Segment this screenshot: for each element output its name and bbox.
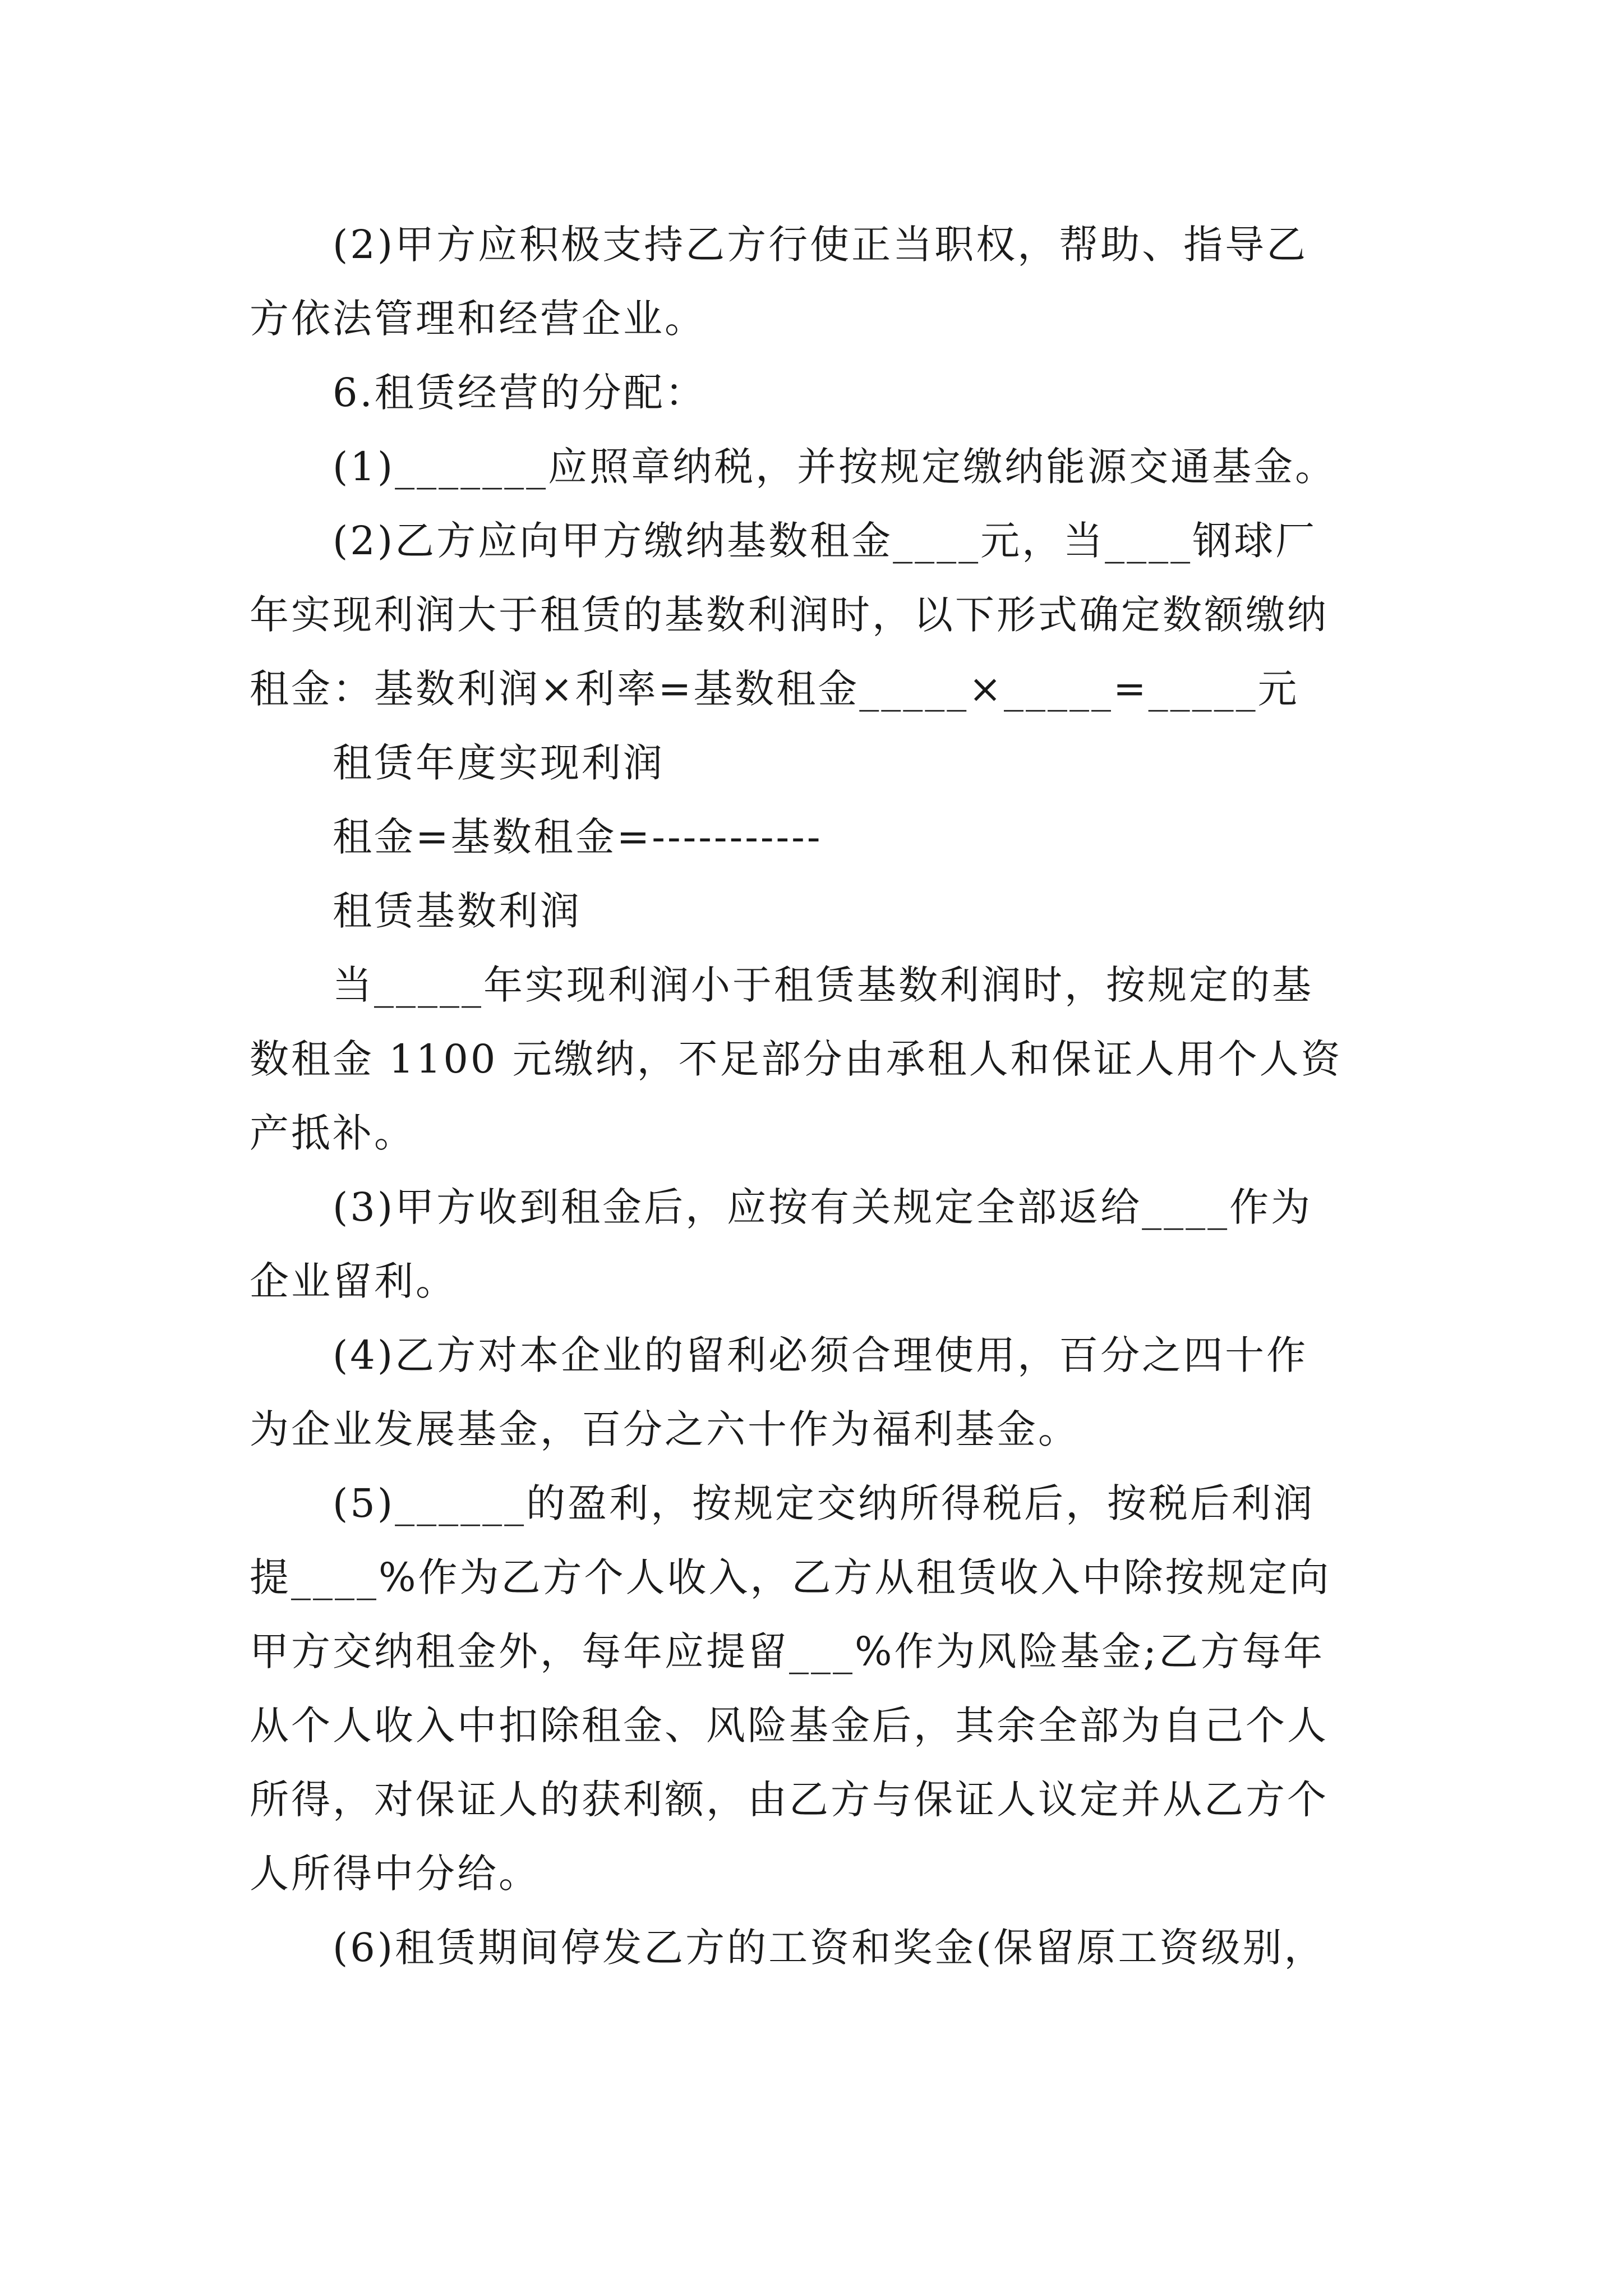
text-line: (2)乙方应向甲方缴纳基数租金____元，当____钢球厂	[333, 518, 1317, 564]
text-line: 人所得中分给。	[250, 1851, 540, 1897]
text-line: (5)______的盈利，按规定交纳所得税后，按税后利润	[333, 1480, 1315, 1526]
text-line: 甲方交纳租金外，每年应提留___%作为风险基金;乙方每年	[250, 1628, 1325, 1674]
text-line: 租金=基数租金=-----------	[333, 814, 823, 860]
text-line: 租赁年度实现利润	[333, 740, 665, 786]
text-line: (1)_______应照章纳税，并按规定缴纳能源交通基金。	[333, 444, 1337, 490]
text-line: (4)乙方对本企业的留利必须合理使用，百分之四十作	[333, 1332, 1308, 1378]
text-line: 所得，对保证人的获利额，由乙方与保证人议定并从乙方个	[250, 1777, 1329, 1823]
text-line: 当_____年实现利润小于租赁基数利润时，按规定的基	[333, 962, 1313, 1008]
text-line: 产抵补。	[250, 1110, 416, 1156]
text-line: 数租金 1100 元缴纳，不足部分由承租人和保证人用个人资	[250, 1036, 1343, 1082]
document-body	[250, 208, 1388, 1985]
text-line: 租赁基数利润	[333, 888, 582, 934]
text-line: (3)甲方收到租金后，应按有关规定全部返给____作为	[333, 1184, 1313, 1230]
text-line: 企业留利。	[250, 1258, 457, 1304]
text-line: 为企业发展基金，百分之六十作为福利基金。	[250, 1406, 1080, 1452]
text-line: 年实现利润大于租赁的基数利润时，以下形式确定数额缴纳	[250, 592, 1329, 638]
text-line: 方依法管理和经营企业。	[250, 296, 706, 342]
text-line: 提____%作为乙方个人收入，乙方从租赁收入中除按规定向	[250, 1554, 1331, 1600]
text-line: 从个人收入中扣除租金、风险基金后，其余全部为自己个人	[250, 1703, 1329, 1749]
text-line: 租金：基数利润×利率=基数租金_____×_____=_____元	[250, 666, 1299, 712]
text-line: (6)租赁期间停发乙方的工资和奖金(保留原工资级别，	[333, 1925, 1326, 1971]
text-line: 6.租赁经营的分配：	[333, 370, 707, 416]
text-line: (2)甲方应积极支持乙方行使正当职权，帮助、指导乙	[333, 222, 1308, 268]
